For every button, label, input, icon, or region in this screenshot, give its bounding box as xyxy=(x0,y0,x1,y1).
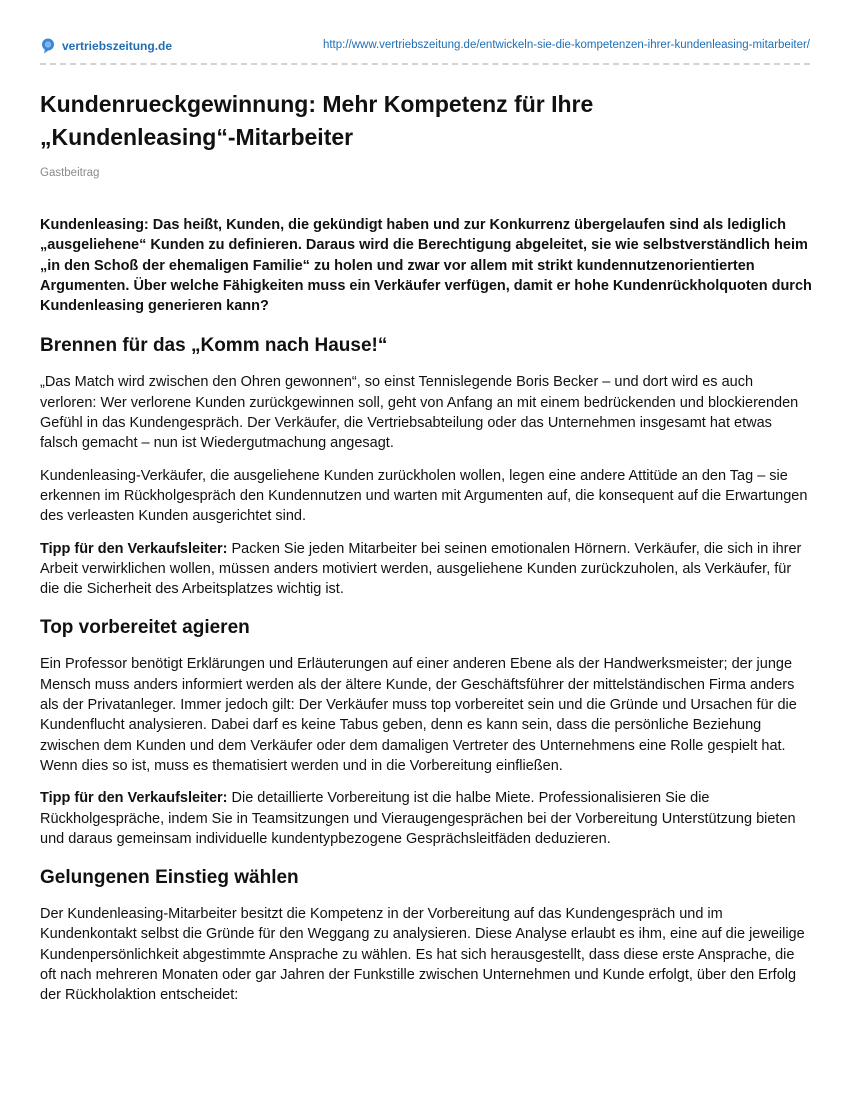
tip-text: Die detaillierte Vorbereitung ist die halbe Miete. Professionalisieren Sie die Rückholgespräche, indem Sie in Teamsitzungen und Vieraugengesprächen bei der Vorbereitung Unterstützung bieten und daraus gemeinsam individuelle kundentypbezogene Gesprächsleitfäden deduzieren. xyxy=(40,790,796,847)
speech-bubble-icon xyxy=(40,38,56,54)
tip-paragraph xyxy=(40,539,812,600)
paragraph: Kundenleasing-Verkäufer, die ausgeliehene Kunden zurückholen wollen, legen eine andere Attitüde an den Tag – sie erkennen im Rückholgespräch den Kundennutzen und warten mit Argumenten auf, die konsequent auf die Erwartungen des verleasten Kunden ausgerichtet sind. xyxy=(40,467,808,525)
tip-label: Tipp für den Verkaufsleiter: xyxy=(40,540,228,557)
site-link[interactable] xyxy=(40,38,172,54)
section-heading: Gelungenen Einstieg wählen xyxy=(40,867,299,889)
article-url-link[interactable]: http://www.vertriebszeitung.de/entwickeln-sie-die-kompetenzen-ihrer-kundenleasing-mitarbeiter/ xyxy=(322,39,810,51)
section-heading: Brennen für das „Komm nach Hause!“ xyxy=(40,335,388,357)
tip-text: Packen Sie jeden Mitarbeiter bei seinen emotionalen Hörnern. Verkäufer, die sich in ihrer Arbeit verwirklichen wollen, müssen anders motiviert werden, ausgeliehene Kunden zurückzuholen, als Verkäufer, für die die Sicherheit des Arbeitsplatzes wichtig ist. xyxy=(40,540,802,598)
paragraph: „Das Match wird zwischen den Ohren gewonnen“, so einst Tennislegende Boris Becker – und dort wird es auch verloren: Wer verlorene Kunden zurückgewinnen soll, geht von Anfang an mit einem bedrückenden und blockierenden Gefühl in das Kundengespräch. Der Verkäufer, die Vertriebsabteilung oder das Unternehmen insgesamt hat etwas falsch gemacht – nun ist Wiedergutmachung angesagt. xyxy=(40,374,799,452)
article-title xyxy=(40,88,812,154)
site-name: vertriebszeitung.de xyxy=(62,39,173,53)
header-divider xyxy=(40,63,810,65)
page-header xyxy=(40,38,810,58)
paragraph: Der Kundenleasing-Mitarbeiter besitzt die Kompetenz in der Vorbereitung auf das Kundengespräch und im Kundenkontakt selbst die Gründe für den Weggang zu analysieren. Diese Analyse erlaubt es ihm, eine auf die jeweilige Kundenpersönlichkeit abgestimmte Ansprache zu wählen. Es hat sich herausgestellt, dass diese erste Ansprache, die oft nach mehreren Monaten oder gar Jahren der Funkstille zwischen Unternehmen und Kunde erfolgt, über den Erfolg der Rückholaktion entscheidet: xyxy=(40,906,805,1004)
article-title-line-2: „Kundenleasing“-Mitarbeiter xyxy=(40,124,354,150)
paragraph: Ein Professor benötigt Erklärungen und Erläuterungen auf einer anderen Ebene als der Handwerksmeister; der junge Mensch muss anders informiert werden als der ältere Kunde, der Geschäftsführer der mittelständischen Firma anders als der Privatanleger. Immer jedoch gilt: Der Verkäufer muss top vorbereitet sein und die Gründe und Ursachen für die Kundenflucht analysieren. Dabei darf es keine Tabus geben, denn es kann sein, dass die persönliche Beziehung zwischen dem Kunden und dem Verkäufer oder dem damaligen Vertreter des Unternehmens eine Rolle gespielt hat. Wenn dies so ist, muss es thematisiert werden und in die Vorbereitung einfließen. xyxy=(40,656,797,774)
article xyxy=(40,88,812,1006)
lead-paragraph: Kundenleasing: Das heißt, Kunden, die gekündigt haben und zur Konkurrenz übergelaufen sind als lediglich „ausgeliehene“ Kunden zu definieren. Daraus wird die Berechtigung abgeleitet, sie wie selbstverständlich heim „in den Schoß der ehemaligen Familie“ zu holen und zwar vor allem mit strikt kundennutzenorientierten Argumenten. Über welche Fähigkeiten muss ein Verkäufer verfügen, damit er hohe Kundenrückholquoten durch Kundenleasing generieren kann? xyxy=(40,217,812,315)
article-title-line-1: Kundenrueckgewinnung: Mehr Kompetenz für Ihre xyxy=(40,91,594,117)
tip-paragraph xyxy=(40,788,812,849)
tip-label: Tipp für den Verkaufsleiter: xyxy=(40,790,228,807)
section-heading: Top vorbereitet agieren xyxy=(40,617,250,639)
byline: Gastbeitrag xyxy=(40,167,100,179)
